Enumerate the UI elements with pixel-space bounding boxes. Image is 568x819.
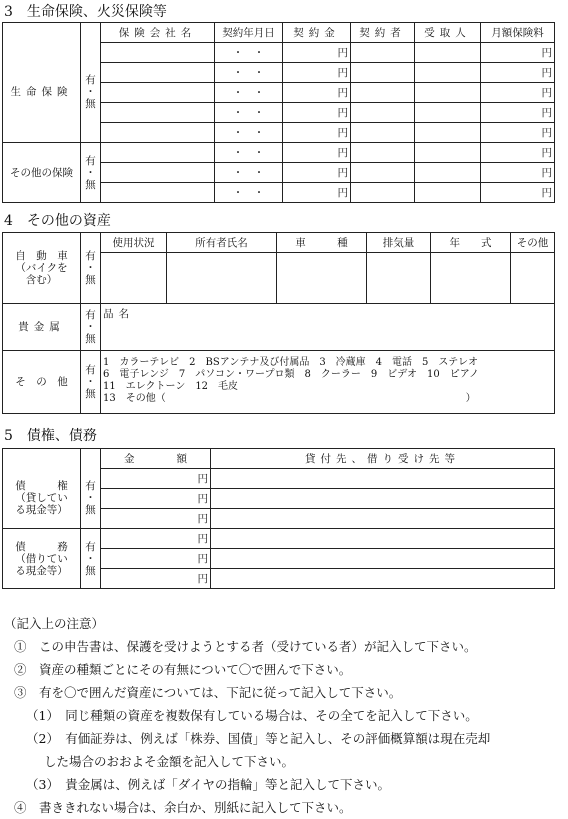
instructions bbox=[4, 612, 490, 819]
beneficiary-cell[interactable] bbox=[415, 83, 481, 103]
header-contract-date: 契約年月日 bbox=[215, 23, 283, 43]
item-line: 13 その他（ ） bbox=[103, 393, 476, 404]
header-owner-name: 所有者氏名 bbox=[167, 233, 277, 253]
life-insurance-label: 生命保険 bbox=[3, 43, 81, 143]
beneficiary-cell[interactable] bbox=[415, 103, 481, 123]
amount-cell[interactable]: 円 bbox=[283, 63, 351, 83]
header-displacement: 排気量 bbox=[367, 233, 431, 253]
company-cell[interactable] bbox=[101, 103, 215, 123]
counterparty-cell[interactable] bbox=[211, 489, 555, 509]
header-car-model: 車 種 bbox=[277, 233, 367, 253]
amount-cell[interactable]: 円 bbox=[283, 103, 351, 123]
counterparty-cell[interactable] bbox=[211, 509, 555, 529]
amount-cell[interactable]: 円 bbox=[283, 123, 351, 143]
date-cell[interactable]: ・ ・ bbox=[215, 103, 283, 123]
item-line: 6 電子レンジ 7 パソコン・ワープロ類 8 クーラー 9 ビデオ 10 ピアノ bbox=[103, 369, 479, 380]
company-cell[interactable] bbox=[101, 163, 215, 183]
model-year-cell[interactable] bbox=[431, 253, 511, 304]
beneficiary-cell[interactable] bbox=[415, 123, 481, 143]
header-usage: 使用状況 bbox=[101, 233, 167, 253]
insurance-header-row bbox=[3, 23, 555, 43]
contractor-cell[interactable] bbox=[351, 183, 415, 203]
life-insurance-row[interactable] bbox=[3, 43, 555, 63]
credit-row[interactable] bbox=[3, 469, 555, 489]
car-label: 自 動 車 （バイクを 含む） bbox=[3, 233, 81, 304]
header-monthly-premium: 月額保険料 bbox=[481, 23, 555, 43]
contractor-cell[interactable] bbox=[351, 103, 415, 123]
header-contractor: 契約者 bbox=[351, 23, 415, 43]
credit-ari-mu[interactable]: 有 ・ 無 bbox=[81, 469, 101, 529]
counterparty-cell[interactable] bbox=[211, 549, 555, 569]
header-amount: 金 額 bbox=[101, 449, 211, 469]
instruction-line: （1） 同じ種類の資産を複数保有している場合は、その全てを記入して下さい。 bbox=[26, 708, 478, 723]
other-items-list[interactable] bbox=[101, 351, 555, 414]
other-items-row[interactable] bbox=[3, 351, 555, 414]
instruction-line: ② 資産の種類ごとにその有無について〇で囲んで下さい。 bbox=[14, 662, 352, 677]
instruction-line: ④ 書ききれない場合は、余白か、別紙に記入して下さい。 bbox=[14, 800, 352, 815]
other-assets-table bbox=[2, 232, 555, 414]
premium-cell[interactable]: 円 bbox=[481, 183, 555, 203]
other-cell[interactable] bbox=[511, 253, 555, 304]
instruction-line: （2） 有価証券は、例えば「株券、国債」等と記入し、その評価概算額は現在売却 bbox=[26, 731, 491, 746]
date-cell[interactable]: ・ ・ bbox=[215, 163, 283, 183]
contractor-cell[interactable] bbox=[351, 83, 415, 103]
header-other: その他 bbox=[511, 233, 555, 253]
date-cell[interactable]: ・ ・ bbox=[215, 43, 283, 63]
credits-header-row bbox=[3, 449, 555, 469]
amount-cell[interactable]: 円 bbox=[283, 83, 351, 103]
date-cell[interactable]: ・ ・ bbox=[215, 83, 283, 103]
counterparty-cell[interactable] bbox=[211, 569, 555, 589]
company-cell[interactable] bbox=[101, 183, 215, 203]
premium-cell[interactable]: 円 bbox=[481, 143, 555, 163]
owner-name-cell[interactable] bbox=[167, 253, 277, 304]
company-cell[interactable] bbox=[101, 123, 215, 143]
amount-cell[interactable]: 円 bbox=[283, 43, 351, 63]
item-line: 1 カラーテレビ 2 BSアンテナ及び付属品 3 冷蔵庫 4 電話 5 ステレオ bbox=[103, 357, 479, 368]
car-ari-mu[interactable]: 有 ・ 無 bbox=[81, 233, 101, 304]
debt-amount-cell[interactable]: 円 bbox=[101, 529, 211, 549]
contractor-cell[interactable] bbox=[351, 143, 415, 163]
debt-amount-cell[interactable]: 円 bbox=[101, 569, 211, 589]
company-cell[interactable] bbox=[101, 43, 215, 63]
beneficiary-cell[interactable] bbox=[415, 143, 481, 163]
credit-amount-cell[interactable]: 円 bbox=[101, 509, 211, 529]
company-cell[interactable] bbox=[101, 143, 215, 163]
credit-amount-cell[interactable]: 円 bbox=[101, 489, 211, 509]
life-insurance-ari-mu[interactable]: 有 ・ 無 bbox=[81, 43, 101, 143]
other-items-ari-mu[interactable]: 有 ・ 無 bbox=[81, 351, 101, 414]
section5-title: 5 債権、債務 bbox=[4, 428, 97, 444]
company-cell[interactable] bbox=[101, 83, 215, 103]
instruction-line: ① この申告書は、保護を受けようとする者（受けている者）が記入して下さい。 bbox=[14, 639, 477, 654]
beneficiary-cell[interactable] bbox=[415, 43, 481, 63]
premium-cell[interactable]: 円 bbox=[481, 123, 555, 143]
contractor-cell[interactable] bbox=[351, 123, 415, 143]
amount-cell[interactable]: 円 bbox=[283, 143, 351, 163]
other-items-label: そ の 他 bbox=[3, 351, 81, 414]
item-line: 11 エレクトーン 12 毛皮 bbox=[103, 381, 239, 392]
contractor-cell[interactable] bbox=[351, 43, 415, 63]
debt-label: 債 務 （借りてい る現金等） bbox=[3, 529, 81, 589]
date-cell[interactable]: ・ ・ bbox=[215, 63, 283, 83]
header-company: 保険会社名 bbox=[101, 23, 215, 43]
date-cell[interactable]: ・ ・ bbox=[215, 183, 283, 203]
company-cell[interactable] bbox=[101, 63, 215, 83]
premium-cell[interactable]: 円 bbox=[481, 83, 555, 103]
contractor-cell[interactable] bbox=[351, 163, 415, 183]
header-contract-amount: 契約金 bbox=[283, 23, 351, 43]
date-cell[interactable]: ・ ・ bbox=[215, 143, 283, 163]
credit-label: 債 権 （貸してい る現金等） bbox=[3, 469, 81, 529]
debt-row[interactable] bbox=[3, 529, 555, 549]
premium-cell[interactable]: 円 bbox=[481, 43, 555, 63]
beneficiary-cell[interactable] bbox=[415, 183, 481, 203]
usage-cell[interactable] bbox=[101, 253, 167, 304]
item-name-label: 品名 bbox=[103, 308, 134, 320]
contractor-cell[interactable] bbox=[351, 63, 415, 83]
credits-debts-table bbox=[2, 448, 555, 589]
precious-metal-ari-mu[interactable]: 有 ・ 無 bbox=[81, 304, 101, 351]
section3-title: 3 生命保険、火災保険等 bbox=[4, 4, 167, 20]
car-model-cell[interactable] bbox=[277, 253, 367, 304]
other-insurance-row[interactable] bbox=[3, 143, 555, 163]
counterparty-cell[interactable] bbox=[211, 469, 555, 489]
instructions-heading: （記入上の注意） bbox=[4, 616, 105, 631]
precious-metal-row[interactable] bbox=[3, 304, 555, 351]
precious-metal-label: 貴金属 bbox=[3, 304, 81, 351]
header-model-year: 年 式 bbox=[431, 233, 511, 253]
instruction-line: ③ 有を〇で囲んだ資産については、下記に従って記入して下さい。 bbox=[14, 685, 402, 700]
amount-cell[interactable]: 円 bbox=[283, 183, 351, 203]
insurance-table bbox=[2, 22, 555, 203]
displacement-cell[interactable] bbox=[367, 253, 431, 304]
header-beneficiary: 受取人 bbox=[415, 23, 481, 43]
counterparty-cell[interactable] bbox=[211, 529, 555, 549]
car-row[interactable] bbox=[3, 233, 555, 253]
amount-cell[interactable]: 円 bbox=[283, 163, 351, 183]
item-name-field[interactable] bbox=[101, 304, 555, 351]
beneficiary-cell[interactable] bbox=[415, 63, 481, 83]
instruction-line: した場合のおおよそ金額を記入して下さい。 bbox=[44, 754, 295, 769]
beneficiary-cell[interactable] bbox=[415, 163, 481, 183]
premium-cell[interactable]: 円 bbox=[481, 163, 555, 183]
section4-title: 4 その他の資産 bbox=[4, 213, 111, 229]
other-insurance-ari-mu[interactable]: 有 ・ 無 bbox=[81, 143, 101, 203]
other-insurance-label: その他の保険 bbox=[3, 143, 81, 203]
instruction-line: （3） 貴金属は、例えば「ダイヤの指輪」等と記入して下さい。 bbox=[26, 777, 390, 792]
date-cell[interactable]: ・ ・ bbox=[215, 123, 283, 143]
debt-ari-mu[interactable]: 有 ・ 無 bbox=[81, 529, 101, 589]
header-counterparty: 貸付先、借り受け先等 bbox=[211, 449, 555, 469]
premium-cell[interactable]: 円 bbox=[481, 63, 555, 83]
credit-amount-cell[interactable]: 円 bbox=[101, 469, 211, 489]
debt-amount-cell[interactable]: 円 bbox=[101, 549, 211, 569]
premium-cell[interactable]: 円 bbox=[481, 103, 555, 123]
